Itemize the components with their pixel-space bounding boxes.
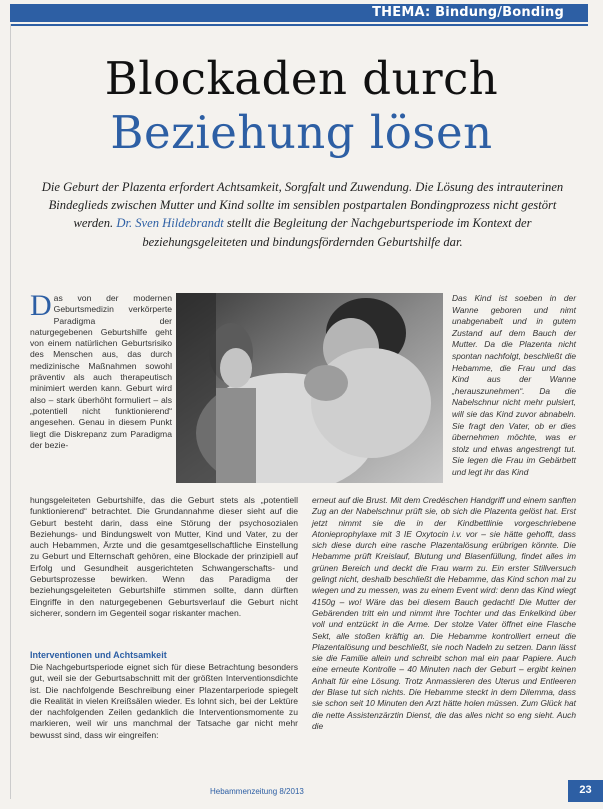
body-column-right: erneut auf die Brust. Mit dem Credéschen Handgriff und einem sanften Zug an der Nabelschnur prüft sie, ob sich die Plazenta gelöst hat. Erst jetzt nimmt sie die in der Kindbettlinie vorgeschriebene Atonieprophylaxe mit 3 IE Oxytocin i.v. vor – sie hätte gehofft, dass sich diese durch eine rasche Plazentalösung erübrigen könnte. Die Hebamme prüft Kreislauf, Blutung und Blasenfüllung, findet alles im grünen Bereich und deckt die Frau warm zu. Ein erster Stillversuch gelingt nicht, deshalb beschließt die Hebamme, das Kind schon mal zu wiegen und zu messen, was zu einem Event wird: denn das Kind wiegt 4150g – wo! Wäre das bei diesem Bauch gedacht! Die Mutter der Gebärenden tritt ein und nimmt ihre Tochter und das Enkelkind über voll und entzückt in die Arme. Der stolze Vater öffnet eine Flasche Sekt, alle stoßen kräftig an. Die Hebamme kontrolliert erneut die Plazentalösung und beschließt, sie noch Nadeln zu setzen. Dann lässt sie die Familie allein und schreibt schon mal ein paar Papiere. Auch eine erneute Kontrolle – 40 Minuten nach der Geburt – ergibt keinen Anhalt für eine Lösung. Trotz Anmassieren des Uterus und Entleeren der Blase tut sich nichts. Die Hebamme steckt in dem Dilemma, dass sie schon seit 10 Minuten den Arzt hätte holen müssen. Zum Glück hat die nette Assistenzärztin Dienst, die das alles nicht so eng sieht. Auch die — [312, 495, 576, 731]
title-line-1: Blockaden durch — [104, 52, 499, 105]
lead-text-1: Die Geburt der Plazenta erfordert Achtsamkeit, Sorgfalt und Zuwendung. Die Lösung des intrauterinen Bindeglieds zwischen Mutter und Kind sollte im sensiblen postpartalen Bondingprozess nicht gestört werden. — [41, 180, 564, 231]
lead-paragraph — [30, 178, 575, 251]
page-number: 23 — [579, 784, 592, 796]
header-rule — [10, 24, 588, 26]
page-number-box — [568, 780, 603, 802]
drop-cap: D — [30, 289, 52, 322]
body-column-main: hungsgeleiteten Geburtshilfe, das die Geburt stets als „potentiell funktionierend“ betrachtet. Die Grundannahme dieser sieht auf die Geburt besteht darin, dass eine Störung der psychosozialen Beziehungs- und Bindungswelt von Mutter, Kind und Vater, zu der auch Hebammen, Ärzte und die gesamtgesellschaftliche Einstellung zu Geburt und Elternschaft gehören, eine Blockade der prinzipiell auf Erfolg und Gesundheit ausgerichteten Schwangerschafts- und Geburtsprozesse bewirken. Wenn das Paradigma der beziehungsgeleiteten Geburtshilfe stimmen sollte, dann dürften Eingriffe in den naturgegebenen Geburtsverlauf die Geburt nicht sicherer, sondern im Gegenteil sogar riskanter machen. — [30, 495, 298, 618]
body-column-bottom: Die Nachgeburtsperiode eignet sich für diese Betrachtung besonders gut, weil sie der Geburtsabschnitt mit der größten Interventionsdichte ist. Die nachfolgende Beschreibung einer Plazentarperiode spiegelt die Realität in vielen Kreißsälen wieder. Es lohnt sich, bei der Lektüre der nachfolgenden Zeilen gedanklich die Interventionsmomente zu markieren, weil wir uns manchmal der Tatsache gar nicht mehr bewusst sind, dass wir eingreifen: — [30, 662, 298, 740]
photo-illustration — [176, 293, 443, 483]
body-column-intro — [30, 289, 172, 451]
title-line-2: Beziehung lösen — [110, 106, 493, 159]
section-label: THEMA: Bindung/Bonding — [372, 5, 564, 20]
author-name: Dr. Sven Hildebrandt — [116, 216, 224, 231]
birth-photo — [176, 293, 443, 483]
section-subheading: Interventionen und Achtsamkeit — [30, 650, 167, 660]
journal-footer: Hebammenzeitung 8/2013 — [210, 787, 304, 796]
section-header-bar — [10, 4, 588, 22]
photo-caption: Das Kind ist soeben in der Wanne geboren und nimt unabgenabelt und in gutem Zustand auf dem Bauch der Mutter. Da die Plazenta nicht spontan nachfolgt, beschließt die Hebamme, die Frau und das Kind aus der Wanne „herauszunehmen“. Da die Nabelschnur nicht mehr pulsiert, will sie das Kind zuvor abnabeln. Sie fragt den Vater, ob er dies übernehmen möchte, was er stolz und etwas angestrengt tut. Sie legen die Frau im Gebärbett und legt ihr das Kind — [452, 293, 576, 477]
intro-text: as von der modernen Geburtsmedizin verkörperte Paradigma der naturgegebenen Geburtshilfe geht von einem natürlichen Geburtsrisiko des Menschen aus, das durch medizinische Maßnahmen sowohl präventiv als auch therapeutisch minimiert werden kann. Geburt wird also – stark überhöht formuliert – als „potentiell nicht funktionierend“ angesehen. Genau in diesem Punkt liegt die Diskrepanz zum Paradigma der bezie- — [30, 293, 172, 450]
lead-text-2: stellt die Begleitung der Nachgeburtsperiode im Kontext der beziehungsgeleiteten und bindungsfördernden Geburtshilfe dar. — [142, 216, 532, 249]
